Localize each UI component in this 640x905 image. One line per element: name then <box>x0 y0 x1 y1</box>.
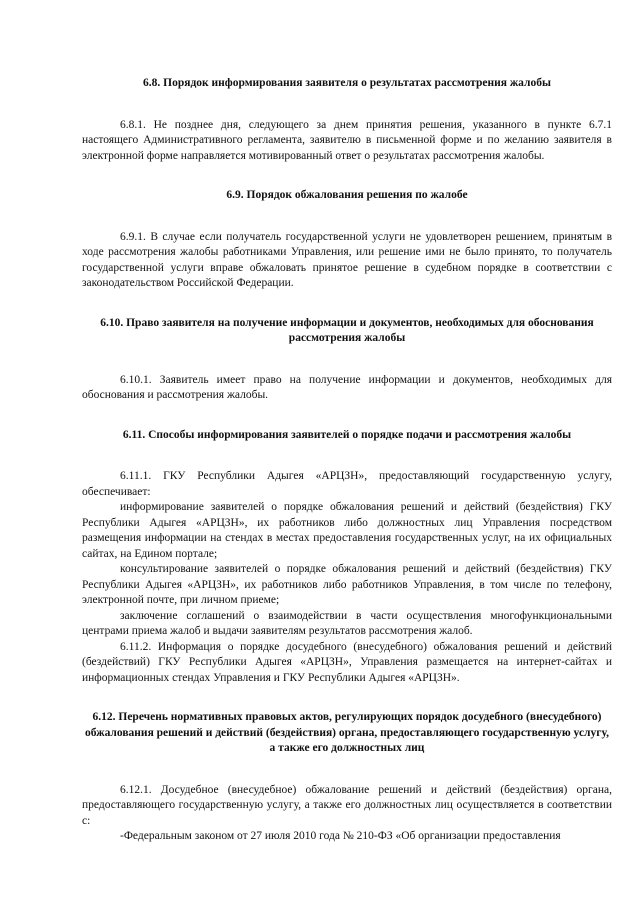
section-heading-6-10: 6.10. Право заявителя на получение информации и документов, необходимых для обоснования рассмотрения жалобы <box>100 316 594 344</box>
paragraph-6-10-1: 6.10.1. Заявитель имеет право на получение информации и документов, необходимых для обоснования и рассмотрения жалобы. <box>82 373 612 401</box>
paragraph-6-11-1: 6.11.1. ГКУ Республики Адыгея «АРЦЗН», предоставляющий государственную услугу, обеспечивает: <box>82 470 612 498</box>
paragraph-6-11-2: 6.11.2. Информация о порядке досудебного (внесудебного) обжалования решений и действий (бездействий) ГКУ Республики Адыгея «АРЦЗН», Управления размещается на интернет-сайтах и информационных стендах Управления и ГКУ Республики Адыгея «АРЦЗН». <box>82 640 612 684</box>
section-heading-6-9: 6.9. Порядок обжалования решения по жалобе <box>226 189 468 201</box>
section-heading-6-8: 6.8. Порядок информирования заявителя о результатах рассмотрения жалобы <box>143 77 551 89</box>
paragraph-6-9-1: 6.9.1. В случае если получатель государственной услуги не удовлетворен решением, принятым в ходе рассмотрения жалобы работниками Управления, или решение ими не было принято, то получатель государственной услуги вправе обжаловать принятое решение в судебном порядке в соответствии с законодательством Российской Федерации. <box>82 230 612 289</box>
section-heading-6-11: 6.11. Способы информирования заявителей о порядке подачи и рассмотрения жалобы <box>122 428 572 441</box>
section-heading-6-12: 6.12. Перечень нормативных правовых актов, регулирующих порядок досудебного (внесудебного) обжалования решений и действий (бездействия) органа, предоставляющего государственную услугу, а также его должностных лиц <box>85 711 609 754</box>
paragraph-6-11-1-agreements: заключение соглашений о взаимодействии в части осуществления многофункциональными центрами приема жалоб и выдачи заявителям результатов рассмотрения жалоб. <box>82 609 612 637</box>
paragraph-6-12-1: 6.12.1. Досудебное (внесудебное) обжалование решений и действий (бездействия) органа, предоставляющего государственную услугу, а также его должностных лиц осуществляется в соответствии с: <box>82 783 612 827</box>
paragraph-6-11-1-informing: информирование заявителей о порядке обжалования решений и действий (бездействия) ГКУ Республики Адыгея «АРЦЗН», их работников либо должностных лиц Управления посредством размещения информации на стендах в местах предоставления государственных услуг, на их официальных сайтах, на Едином портале; <box>82 501 612 560</box>
paragraph-6-8-1: 6.8.1. Не позднее дня, следующего за днем принятия решения, указанного в пункте 6.7.1 настоящего Административного регламента, заявителю в письменной форме и по желанию заявителя в электронной форме направляется мотивированный ответ о результатах рассмотрения жалобы. <box>82 118 612 162</box>
paragraph-6-11-1-consulting: консультирование заявителей о порядке обжалования решений и действий (бездействия) ГКУ Республики Адыгея «АРЦЗН», их работников либо работников Управления, в том числе по телефону, электронной почте, при личном приеме; <box>82 563 612 606</box>
paragraph-6-12-1-law: -Федеральным законом от 27 июля 2010 года № 210-ФЗ «Об организации предоставления <box>120 830 561 842</box>
